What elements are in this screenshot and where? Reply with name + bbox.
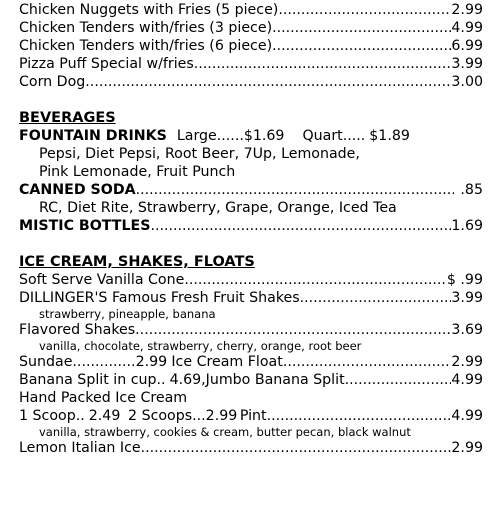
large-price: $1.69 xyxy=(243,128,285,144)
menu-item xyxy=(19,19,483,37)
leader-dots xyxy=(345,371,452,389)
leader-dots xyxy=(136,181,455,199)
fountain-drinks-label: FOUNTAIN DRINKS xyxy=(19,128,167,144)
leader-dots xyxy=(85,73,451,91)
item-price: 2.99 xyxy=(451,440,483,456)
section-heading-ice-cream: ICE CREAM, SHAKES, FLOATS xyxy=(19,254,255,270)
hand-packed-label: Hand Packed Ice Cream xyxy=(19,390,188,406)
mistic-bottles-row xyxy=(19,217,483,235)
menu-item xyxy=(19,439,483,457)
canned-soda-price: .85 xyxy=(460,182,483,198)
item-name: Pizza Puff Special w/fries xyxy=(19,56,194,72)
canned-soda-label: CANNED SODA xyxy=(19,182,136,198)
section-heading-beverages: BEVERAGES xyxy=(19,110,116,126)
sundae-price: 2.99 xyxy=(135,354,168,370)
jumbo-name: Jumbo Banana Split xyxy=(205,372,345,388)
banana-cup-name: Banana Split in cup xyxy=(19,372,157,388)
sundae-leader: .............. xyxy=(72,354,136,370)
fountain-flavors: Pepsi, Diet Pepsi, Root Beer, 7Up, Lemonade, xyxy=(39,146,360,162)
item-name: Corn Dog xyxy=(19,74,86,90)
menu-item xyxy=(19,55,483,73)
item-price: 6.99 xyxy=(451,38,483,54)
item-price: 3.99 xyxy=(451,290,483,306)
sundae-float-row xyxy=(19,353,483,371)
float-name: Ice Cream Float xyxy=(171,354,283,370)
menu-item xyxy=(19,289,483,307)
hand-packed-heading xyxy=(19,389,483,407)
item-name: Chicken Nuggets with Fries (5 piece) xyxy=(19,2,279,18)
pint-price: 4.99 xyxy=(451,408,483,424)
menu-item xyxy=(19,1,483,19)
quart-leader: ..... xyxy=(342,128,366,144)
leader-dots xyxy=(267,407,452,425)
leader-dots xyxy=(283,353,452,371)
float-price: 2.99 xyxy=(451,354,483,370)
fountain-flavors: Pink Lemonade, Fruit Punch xyxy=(39,164,236,180)
quart-size-label: Quart xyxy=(302,128,343,144)
fountain-drinks-row xyxy=(19,127,483,145)
one-scoop-label: 1 Scoop xyxy=(19,408,76,424)
item-note: vanilla, strawberry, cookies & cream, butter pecan, black walnut xyxy=(39,425,411,439)
two-scoops-price: 2.99 xyxy=(205,408,238,424)
menu-item xyxy=(19,37,483,55)
sundae-name: Sundae xyxy=(19,354,73,370)
leader-dots xyxy=(272,37,451,55)
leader-dots xyxy=(135,321,451,339)
item-name: Chicken Tenders with/fries (6 piece) xyxy=(19,38,273,54)
canned-soda-row xyxy=(19,181,483,199)
item-note: strawberry, pineapple, banana xyxy=(39,307,216,321)
leader-dots xyxy=(150,217,451,235)
leader-dots xyxy=(141,439,452,457)
pint-label: Pint xyxy=(239,408,267,424)
menu-item xyxy=(19,321,483,339)
leader-dots xyxy=(184,271,447,289)
large-size-label: Large xyxy=(176,128,217,144)
mistic-bottles-price: 1.69 xyxy=(451,218,483,234)
leader-dots xyxy=(272,19,451,37)
jumbo-price: 4.99 xyxy=(451,372,483,388)
canned-soda-flavors: RC, Diet Rite, Strawberry, Grape, Orange, Iced Tea xyxy=(39,200,397,216)
two-scoops-label: 2 Scoops xyxy=(128,408,193,424)
item-price: $ .99 xyxy=(446,272,483,288)
item-name: Lemon Italian Ice xyxy=(19,440,141,456)
scoops-row xyxy=(19,407,483,425)
item-note: vanilla, chocolate, strawberry, cherry, orange, root beer xyxy=(39,339,362,353)
banana-cup-price: 4.69, xyxy=(169,372,206,388)
item-name: Chicken Tenders with/fries (3 piece) xyxy=(19,20,273,36)
item-price: 3.00 xyxy=(451,74,483,90)
two-scoops-leader: ... xyxy=(192,408,206,424)
item-name: DILLINGER'S Famous Fresh Fruit Shakes xyxy=(19,290,300,306)
item-name: Soft Serve Vanilla Cone xyxy=(19,272,185,288)
section-gap xyxy=(19,91,503,109)
item-name: Flavored Shakes xyxy=(19,322,136,338)
quart-price: $1.89 xyxy=(369,128,410,144)
banana-split-row xyxy=(19,371,483,389)
item-price: 3.99 xyxy=(451,56,483,72)
item-price: 2.99 xyxy=(451,2,483,18)
menu-item xyxy=(19,73,483,91)
large-leader: ...... xyxy=(216,128,244,144)
one-scoop-price: 2.49 xyxy=(88,408,121,424)
one-scoop-leader: .. xyxy=(75,408,85,424)
banana-cup-leader: .. xyxy=(156,372,166,388)
mistic-bottles-label: MISTIC BOTTLES xyxy=(19,218,151,234)
item-price: 4.99 xyxy=(451,20,483,36)
menu-item xyxy=(19,271,483,289)
leader-dots xyxy=(300,289,452,307)
leader-dots xyxy=(194,55,452,73)
leader-dots xyxy=(278,1,451,19)
section-gap xyxy=(19,235,503,253)
item-price: 3.69 xyxy=(451,322,483,338)
